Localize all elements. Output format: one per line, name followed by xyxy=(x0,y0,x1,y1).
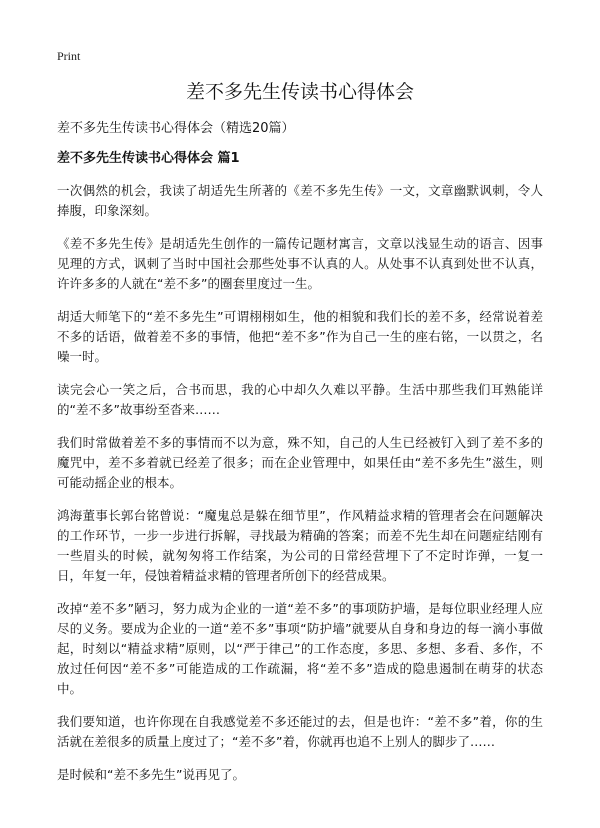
paragraph: 一次偶然的机会，我读了胡适先生所著的《差不多先生传》一文，文章幽默讽刺，令人捧腹，印象深刻。 xyxy=(57,183,543,218)
section-heading: 差不多先生传读书心得体会 篇1 xyxy=(57,151,240,166)
paragraph: 读完会心一笑之后，合书而思，我的心中却久久难以平静。生活中那些我们耳熟能详的“差不多”故事纷至沓来…… xyxy=(57,382,543,417)
paragraph: 鸿海董事长郭台铭曾说：“魔鬼总是躲在细节里”，作风精益求精的管理者会在问题解决的工作环节，一步一步进行拆解，寻找最为精确的答案；而差不先生却在问题症结刚有一些眉头的时候，就匆匆将工作结案，为公司的日常经营埋下了不定时诈弹，一复一日，年复一年，侵蚀着精益求精的管理者所创下的经营成果。 xyxy=(57,508,543,583)
paragraph: 《差不多先生传》是胡适先生创作的一篇传记题材寓言，文章以浅显生动的语言、因事见理的方式，讽刺了当时中国社会那些处事不认真的人。从处事不认真到处世不认真，许许多多的人就在“差不多”的圈套里度过一生。 xyxy=(57,236,543,291)
paragraph: 是时候和“差不多先生”说再见了。 xyxy=(57,767,245,782)
page-title: 差不多先生传读书心得体会 xyxy=(185,81,414,103)
paragraph: 我们要知道，也许你现在自我感觉差不多还能过的去，但是也许：“差不多”着，你的生活就在差很多的质量上度过了；“差不多”着，你就再也追不上别人的脚步了…… xyxy=(57,714,543,749)
paragraph: 我们时常做着差不多的事情而不以为意，殊不知，自己的人生已经被钉入到了差不多的魔咒中，差不多着就已经差了很多；而在企业管理中，如果任由“差不多先生”滋生，则可能动摇企业的根本。 xyxy=(57,435,543,490)
paragraph: 胡适大师笔下的“差不多先生”可谓栩栩如生，他的相貌和我们长的差不多，经常说着差不多的话语，做着差不多的事情，他把“差不多”作为自己一生的座右铭，一以贯之，名噪一时。 xyxy=(57,309,543,364)
paragraph: 改掉“差不多”陋习，努力成为企业的一道“差不多”的事项防护墙，是每位职业经理人应尽的义务。要成为企业的一道“差不多”事项“防护墙”就要从自身和身边的每一滴小事做起，时刻以“精益求精”原则，以“严于律己”的工作态度，多思、多想、多看、多作，不放过任何因“差不多”可能造成的工作疏漏，将“差不多”造成的隐患遏制在萌芽的状态中。 xyxy=(57,601,543,696)
article-body xyxy=(57,181,543,798)
print-link[interactable]: Print xyxy=(57,49,81,63)
document-subtitle: 差不多先生传读书心得体会（精选20篇） xyxy=(57,121,295,136)
